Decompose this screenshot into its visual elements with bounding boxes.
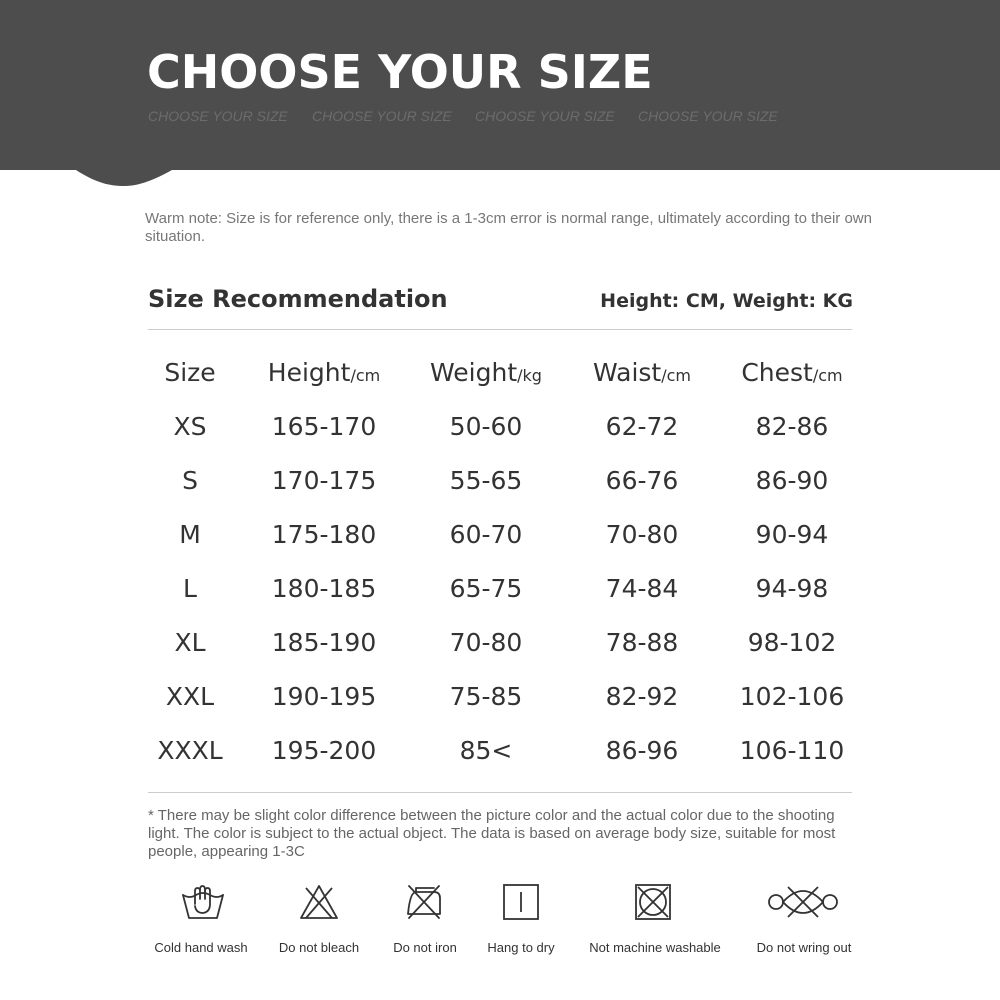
cell-height: 185-190 [271, 628, 377, 657]
table-row [148, 454, 852, 508]
cell-waist: 74-84 [605, 574, 679, 603]
hand-wash-icon [180, 882, 226, 922]
cell-weight: 60-70 [449, 520, 523, 549]
no-wring-icon [766, 882, 840, 922]
cell-size: XXL [165, 682, 215, 711]
cell-weight: 75-85 [449, 682, 523, 711]
column-header-size: Size [164, 358, 216, 387]
cell-waist: 66-76 [605, 466, 679, 495]
column-header-waist: Waist/cm [593, 358, 691, 387]
cell-size: XS [173, 412, 207, 441]
cell-weight: 65-75 [449, 574, 523, 603]
subtitle-row [148, 108, 848, 126]
cell-chest: 86-90 [755, 466, 829, 495]
table-row [148, 562, 852, 616]
warm-note: Warm note: Size is for reference only, there is a 1-3cm error is normal range, ultimately according to their own situation. [145, 210, 872, 245]
column-unit: /cm [350, 366, 381, 385]
cell-chest: 98-102 [747, 628, 837, 657]
table-header-row [148, 346, 852, 400]
size-table [148, 346, 852, 778]
subtitle-repeat: CHOOSE YOUR SIZE [148, 108, 288, 124]
cell-chest: 102-106 [739, 682, 845, 711]
cell-waist: 78-88 [605, 628, 679, 657]
table-top-divider [148, 329, 852, 330]
column-header-height: Height/cm [267, 358, 381, 387]
care-label-hang-dry: Hang to dry [487, 940, 555, 955]
care-label-no-iron: Do not iron [393, 940, 457, 955]
cell-size: L [183, 574, 197, 603]
recommendation-units: Height: CM, Weight: KG [600, 290, 853, 312]
cell-size: M [179, 520, 201, 549]
table-row [148, 616, 852, 670]
table-row [148, 508, 852, 562]
cell-size: XL [174, 628, 206, 657]
cell-height: 165-170 [271, 412, 377, 441]
cell-weight: 55-65 [449, 466, 523, 495]
column-header-chest: Chest/cm [741, 358, 843, 387]
table-row [148, 724, 852, 778]
care-label-hand-wash: Cold hand wash [154, 940, 248, 955]
no-machine-wash-icon [634, 882, 674, 922]
cell-height: 195-200 [271, 736, 377, 765]
cell-height: 175-180 [271, 520, 377, 549]
cell-waist: 86-96 [605, 736, 679, 765]
column-header-weight: Weight/kg [430, 358, 542, 387]
subtitle-repeat: CHOOSE YOUR SIZE [475, 108, 615, 124]
subtitle-repeat: CHOOSE YOUR SIZE [638, 108, 778, 124]
header-tab-shape [0, 165, 200, 189]
cell-height: 190-195 [271, 682, 377, 711]
table-row [148, 400, 852, 454]
column-unit: /kg [517, 366, 542, 385]
care-label-no-machine-wash: Not machine washable [589, 940, 721, 955]
footnote: * There may be slight color difference between the picture color and the actual color due to the shooting light. The color is subject to the actual object. The data is based on average body size, suitable for most people, appearing 1-3C [148, 807, 836, 860]
cell-size: S [182, 466, 198, 495]
cell-chest: 90-94 [755, 520, 829, 549]
cell-size: XXXL [157, 736, 223, 765]
cell-height: 170-175 [271, 466, 377, 495]
recommendation-title: Size Recommendation [148, 285, 448, 313]
care-label-no-wring: Do not wring out [756, 940, 852, 955]
no-iron-icon [404, 882, 444, 922]
cell-waist: 62-72 [605, 412, 679, 441]
cell-waist: 82-92 [605, 682, 679, 711]
cell-chest: 106-110 [739, 736, 845, 765]
table-row [148, 670, 852, 724]
cell-chest: 82-86 [755, 412, 829, 441]
hang-dry-icon [502, 882, 540, 922]
table-bottom-divider [148, 792, 852, 793]
header-banner [0, 0, 1000, 170]
column-unit: /cm [812, 366, 843, 385]
cell-weight: 70-80 [449, 628, 523, 657]
cell-height: 180-185 [271, 574, 377, 603]
column-unit: /cm [661, 366, 691, 385]
cell-weight: 50-60 [449, 412, 523, 441]
page-title: CHOOSE YOUR SIZE [147, 45, 653, 99]
subtitle-repeat: CHOOSE YOUR SIZE [312, 108, 452, 124]
no-bleach-icon [298, 882, 340, 922]
cell-waist: 70-80 [605, 520, 679, 549]
cell-chest: 94-98 [755, 574, 829, 603]
cell-weight: 85< [459, 736, 513, 765]
care-label-no-bleach: Do not bleach [278, 940, 360, 955]
